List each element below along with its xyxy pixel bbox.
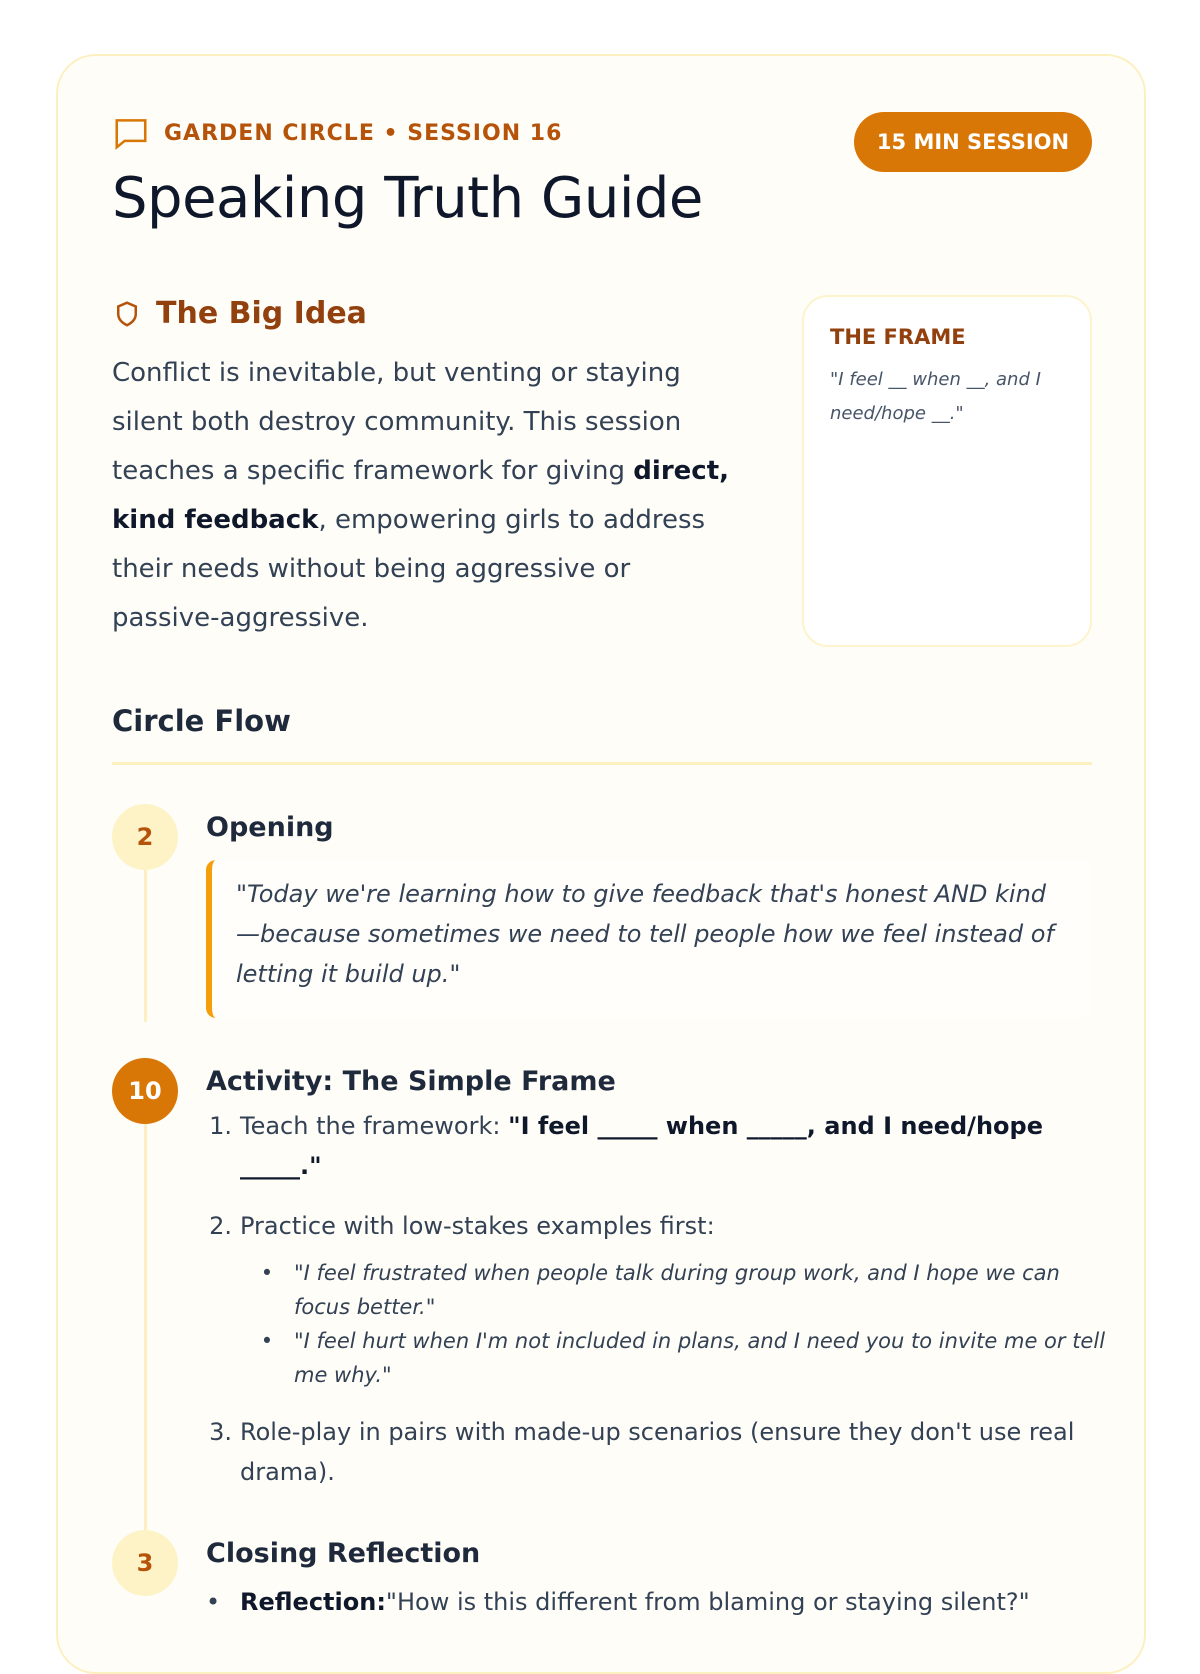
duration-badge: 15 MIN SESSION bbox=[854, 112, 1092, 172]
emphasis: direct, kind feedback bbox=[112, 456, 729, 535]
step-title: Closing Reflection bbox=[206, 1538, 481, 1569]
step-minutes: 3 bbox=[112, 1530, 178, 1596]
frame-text: "I feel __ when __, and I need/hope __." bbox=[830, 369, 1041, 424]
framework: "I feel _____ when _____, and I need/hope _____." bbox=[240, 1112, 1043, 1180]
session-card bbox=[56, 54, 1146, 1674]
example-item: • "I feel hurt when I'm not included in plans, and I need you to invite me or tell me why." bbox=[240, 1324, 1106, 1392]
page-title: Speaking Truth Guide bbox=[112, 166, 703, 231]
timeline-line bbox=[144, 1110, 147, 1542]
bullet-text: "How is this different from blaming or staying silent?" bbox=[385, 1588, 1030, 1616]
opening-quote: "Today we're learning how to give feedback that's honest AND kind—because sometimes we need to tell people how we feel instead of letting it build up." bbox=[206, 860, 1092, 1018]
closing-bullet: • Reflection: "How is this different from blaming or staying silent?" bbox=[206, 1588, 1030, 1616]
big-idea-heading: The Big Idea bbox=[156, 296, 367, 331]
frame-box bbox=[802, 295, 1092, 647]
list-item bbox=[206, 1206, 1106, 1246]
list-item bbox=[206, 1412, 1106, 1492]
eyebrow-text: GARDEN CIRCLE • SESSION 16 bbox=[164, 120, 563, 146]
item-number: 1. bbox=[209, 1112, 232, 1140]
frame-heading: THE FRAME bbox=[830, 325, 966, 349]
big-idea-section bbox=[112, 296, 732, 643]
example-text: "I feel frustrated when people talk during group work, and I hope we can focus better." bbox=[294, 1261, 1060, 1319]
chat-bubble-icon bbox=[112, 114, 150, 152]
step-title: Activity: The Simple Frame bbox=[206, 1066, 616, 1097]
activity-list bbox=[206, 1106, 1106, 1512]
step-title: Opening bbox=[206, 812, 334, 843]
big-idea-text bbox=[112, 349, 732, 643]
text: Teach the framework: bbox=[240, 1112, 509, 1140]
text: Role-play in pairs with made-up scenarios (ensure they don't use real drama). bbox=[240, 1418, 1075, 1486]
text: , empowering girls to address their needs without being aggressive or passive-aggressive. bbox=[112, 505, 706, 633]
text: Practice with low-stakes examples first: bbox=[240, 1212, 715, 1240]
example-text: "I feel hurt when I'm not included in plans, and I need you to invite me or tell me why." bbox=[294, 1329, 1106, 1387]
divider bbox=[112, 762, 1092, 765]
step-minutes: 10 bbox=[112, 1058, 178, 1124]
circle-flow-heading: Circle Flow bbox=[112, 704, 291, 738]
shield-icon bbox=[112, 299, 142, 329]
session-eyebrow bbox=[112, 114, 562, 152]
text: Conflict is inevitable, but venting or staying silent both destroy community. This session teaches a specific framework for giving bbox=[112, 358, 682, 486]
list-item bbox=[206, 1106, 1106, 1186]
item-number: 2. bbox=[209, 1212, 232, 1240]
examples-list bbox=[240, 1256, 1106, 1392]
item-number: 3. bbox=[209, 1418, 232, 1446]
step-minutes: 2 bbox=[112, 804, 178, 870]
bullet-label: Reflection: bbox=[240, 1588, 386, 1616]
example-item: • "I feel frustrated when people talk during group work, and I hope we can focus better." bbox=[240, 1256, 1106, 1324]
timeline-line bbox=[144, 856, 147, 1022]
